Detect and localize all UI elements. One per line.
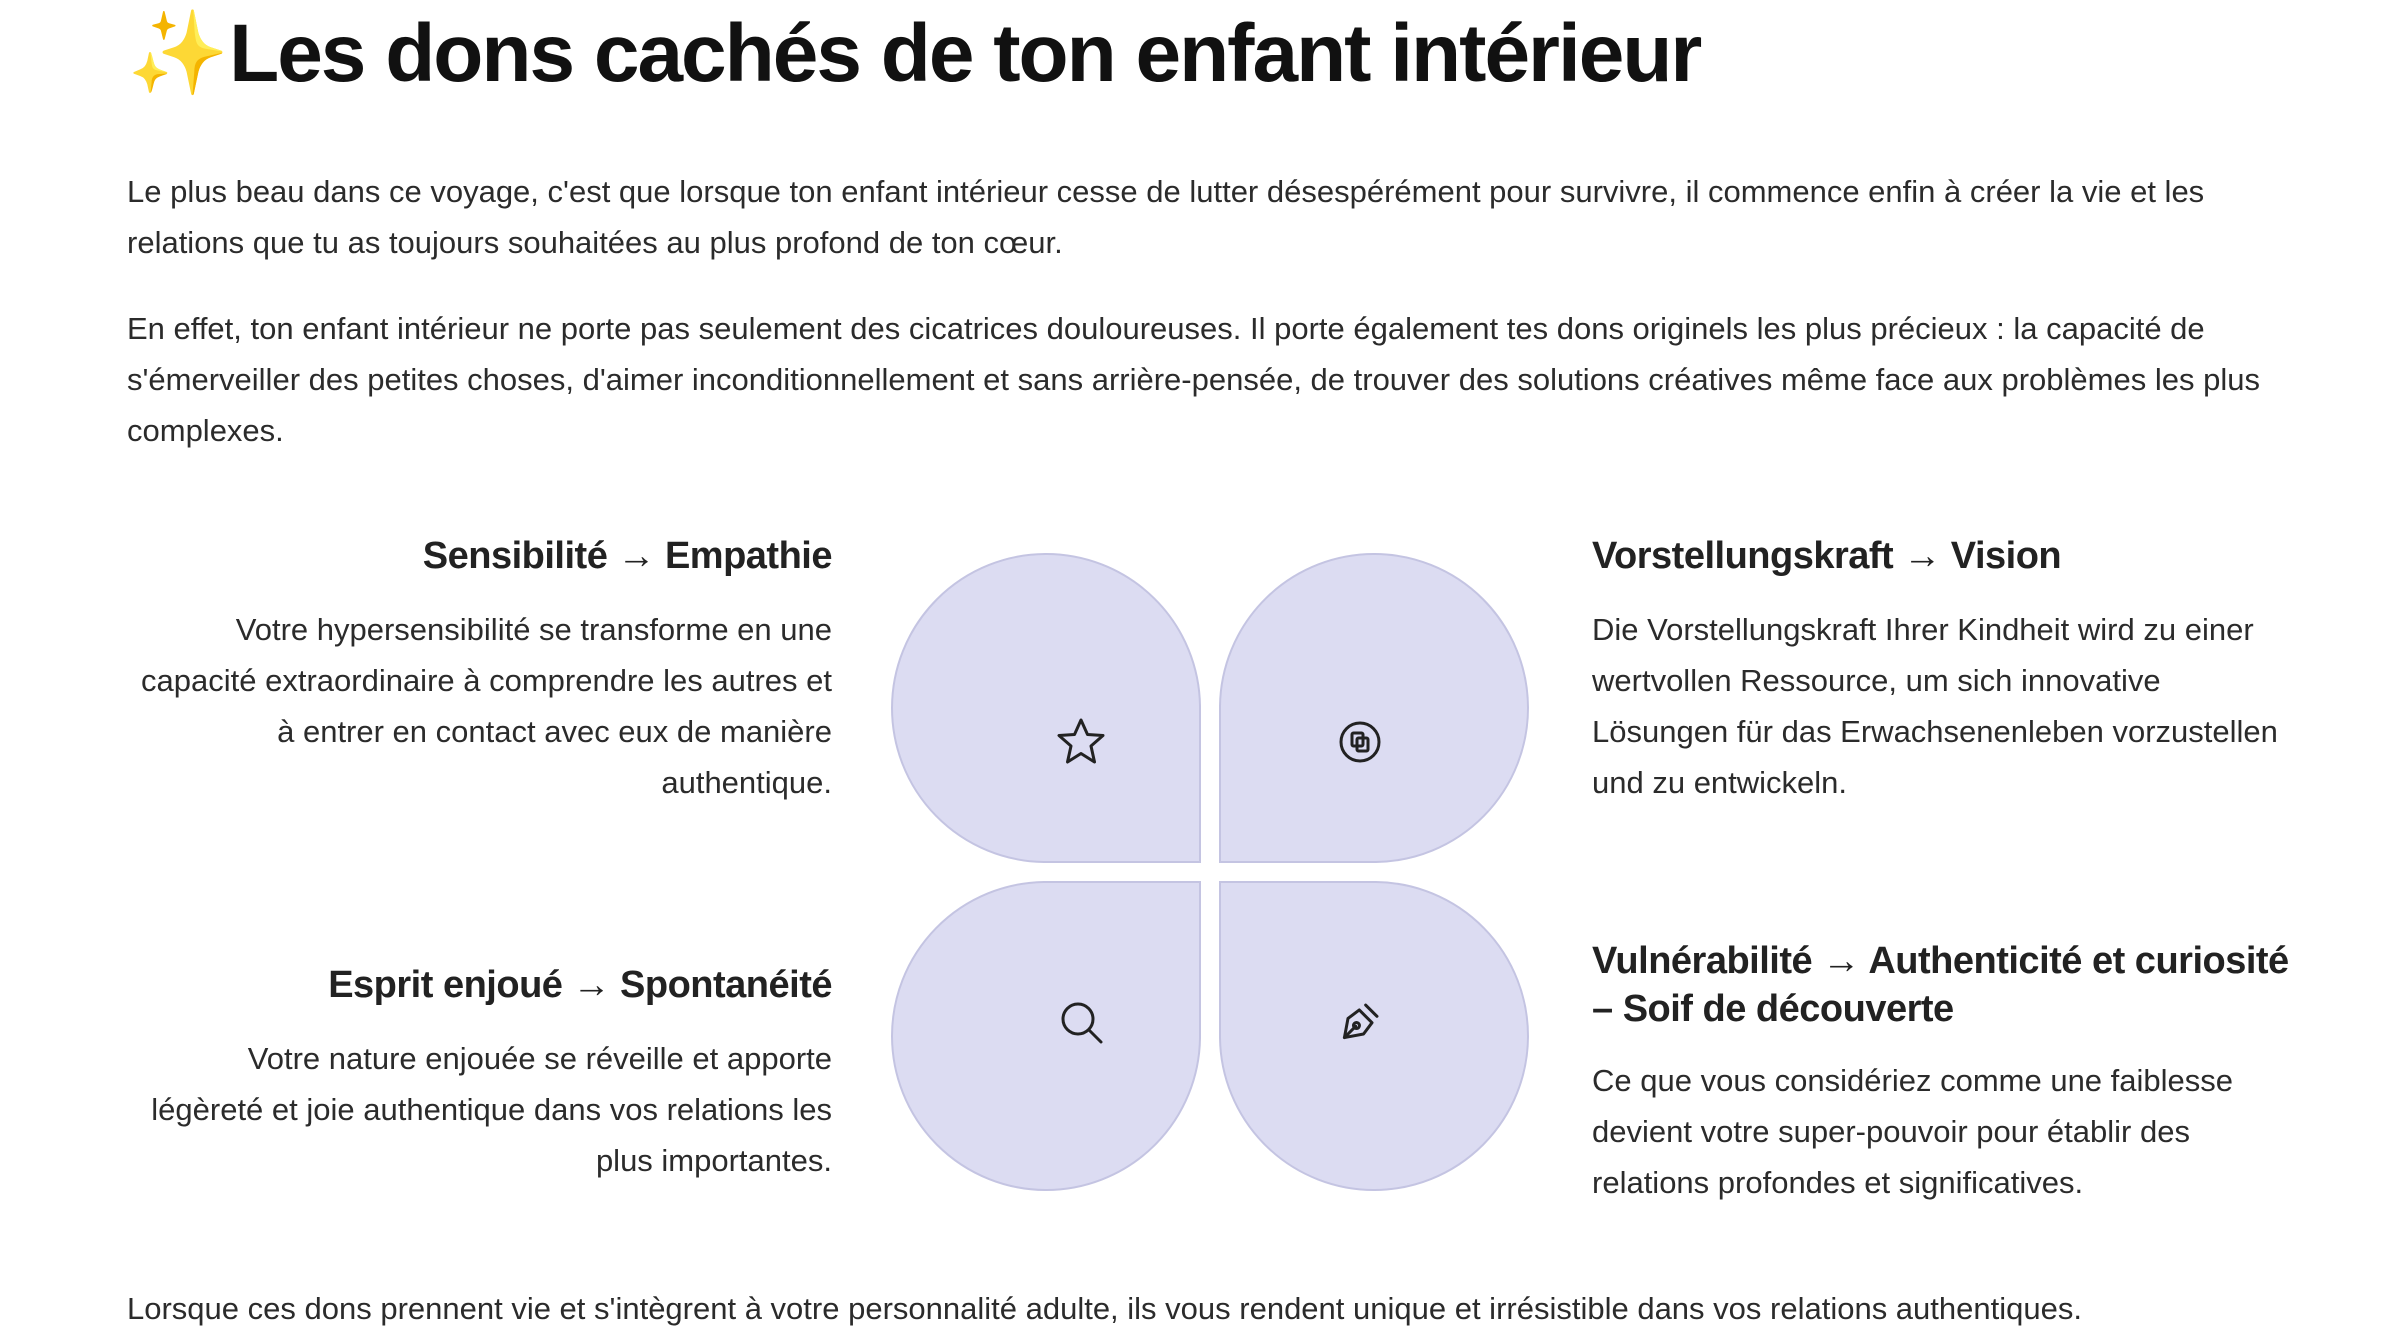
page-title-text: Les dons cachés de ton enfant intérieur xyxy=(229,8,1701,99)
page-title xyxy=(127,4,1700,104)
sparkles-icon: ✨ xyxy=(127,8,230,99)
gift-text-vorstellungskraft: Die Vorstellungskraft Ihrer Kindheit wird zu einer wertvollen Ressource, um sich innovative Lösungen für das Erwachsenenleben vorzustellen und zu entwickeln. xyxy=(1592,612,2278,800)
gift-title-vorstellungskraft: Vorstellungskraft → Vision xyxy=(1592,535,2062,577)
gift-text-sensibilite: Votre hypersensibilité se transforme en une capacité extraordinaire à comprendre les autres et à entrer en contact avec eux de manière authentique. xyxy=(141,612,832,800)
gift-title-esprit-enjoue: Esprit enjoué → Spontanéité xyxy=(328,964,832,1006)
intro-paragraph-1: Le plus beau dans ce voyage, c'est que lorsque ton enfant intérieur cesse de lutter désespérément pour survivre, il commence enfin à créer la vie et les relations que tu as toujours souhaitées au plus profond de ton cœur. xyxy=(127,174,2205,260)
four-petal-diagram xyxy=(890,552,1530,1192)
intro-paragraph-2: En effet, ton enfant intérieur ne porte pas seulement des cicatrices douloureuses. Il porte également tes dons originels les plus précieux : la capacité de s'émerveiller des petites choses, d'aimer inconditionnellement et sans arrière-pensée, de trouver des solutions créatives même face aux problèmes les plus complexes. xyxy=(127,311,2260,448)
gift-text-vulnerabilite: Ce que vous considériez comme une faiblesse devient votre super-pouvoir pour établir des relations profondes et significatives. xyxy=(1592,1063,2234,1200)
gift-title-sensibilite: Sensibilité → Empathie xyxy=(422,535,832,577)
gift-title-vulnerabilite: Vulnérabilité → Authenticité et curiosité – Soif de découverte xyxy=(1592,940,2289,1030)
petal-bottom-right xyxy=(1220,882,1528,1190)
petal-top-left xyxy=(892,554,1200,862)
petal-top-right xyxy=(1220,554,1528,862)
petal-bottom-left xyxy=(892,882,1200,1190)
outro-paragraph: Lorsque ces dons prennent vie et s'intègrent à votre personnalité adulte, ils vous rendent unique et irrésistible dans vos relations authentiques. xyxy=(127,1291,2082,1326)
gift-text-esprit-enjoue: Votre nature enjouée se réveille et apporte légèreté et joie authentique dans vos relations les plus importantes. xyxy=(151,1041,832,1178)
